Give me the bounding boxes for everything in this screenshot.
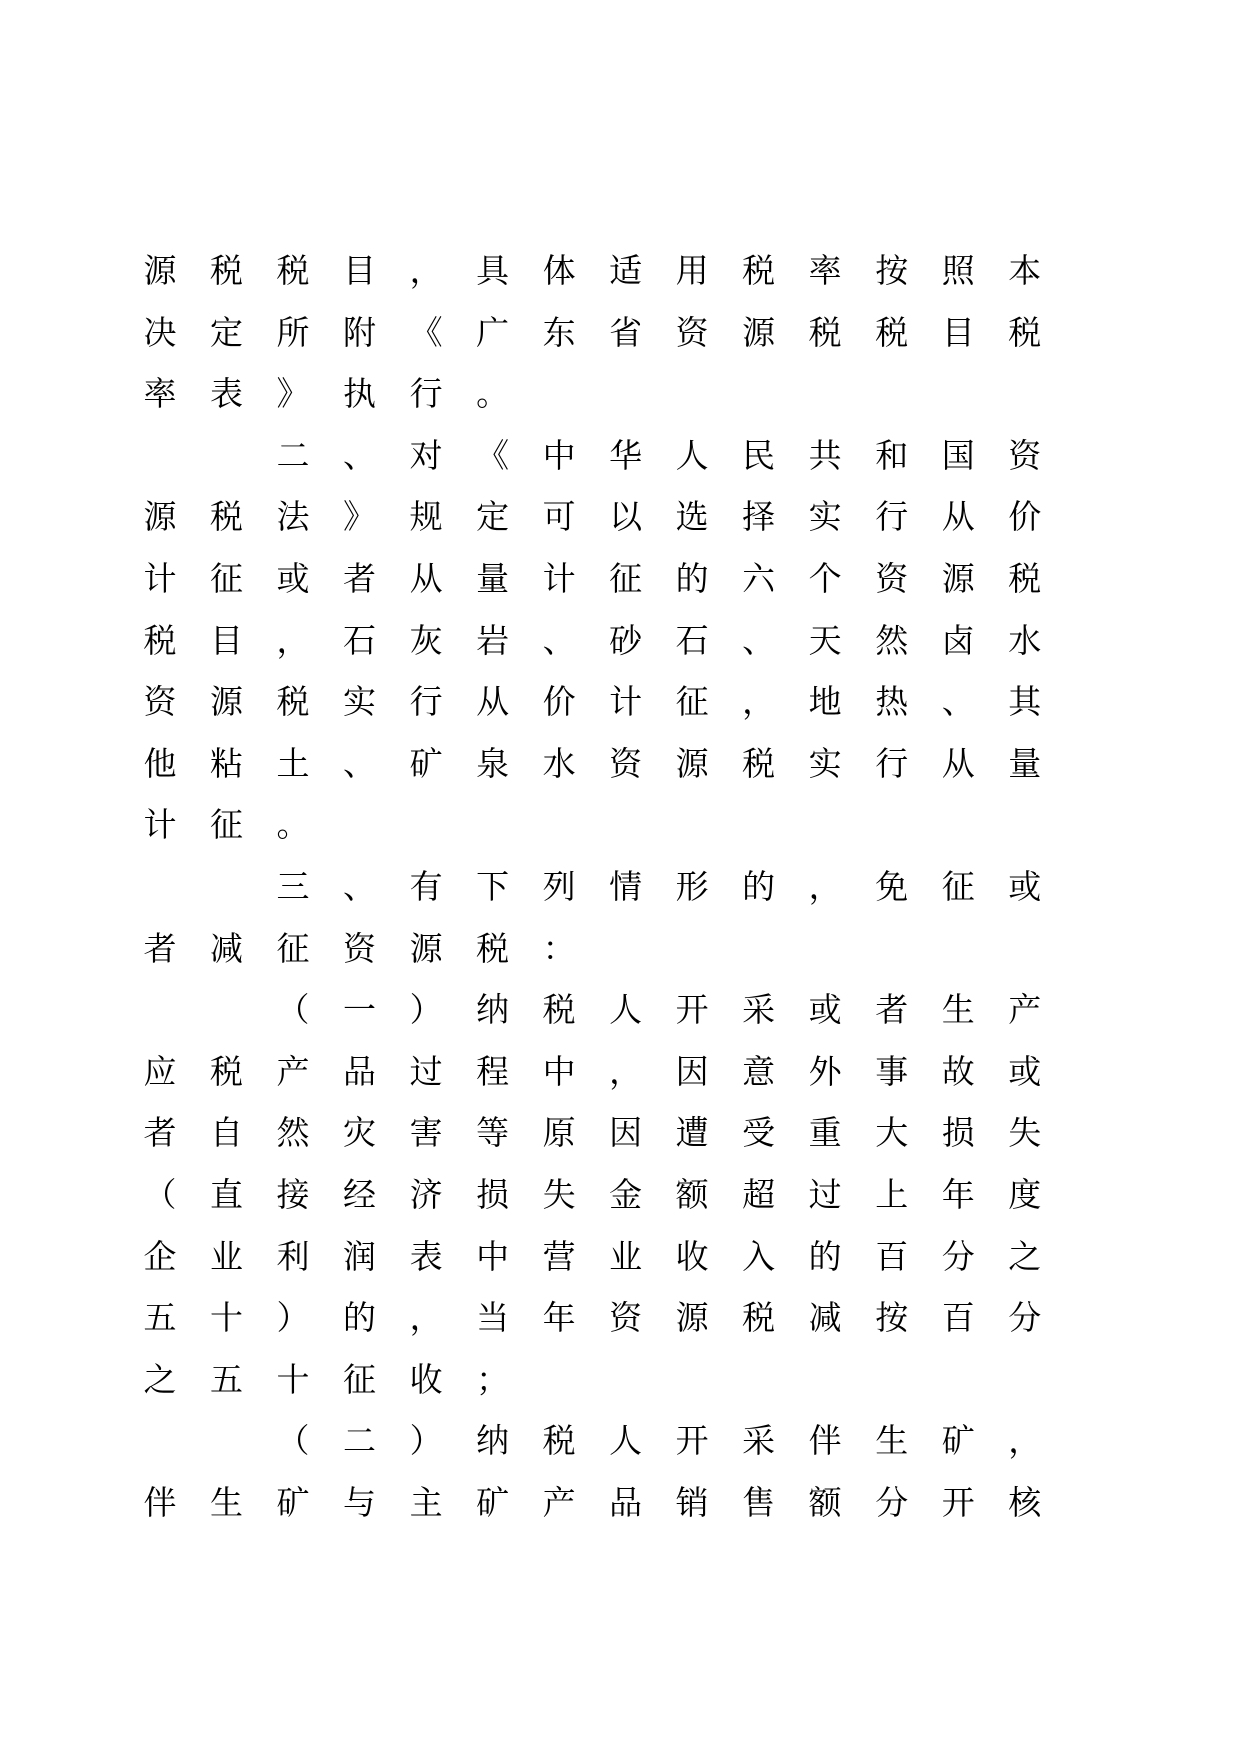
text-char: ， — [409, 251, 443, 290]
text-char: 度 — [1008, 1174, 1042, 1214]
text-char: 法 — [276, 497, 310, 537]
text-char: 其 — [1008, 682, 1042, 722]
text-char: 损 — [476, 1174, 510, 1214]
text-char: 遭 — [675, 1113, 709, 1153]
text-char: 税 — [542, 1421, 576, 1461]
text-char: 税 — [276, 251, 310, 290]
text-char: 征 — [609, 558, 643, 598]
text-char: 资 — [875, 558, 909, 598]
text-char: 伴 — [808, 1421, 842, 1461]
text-char: 金 — [609, 1174, 643, 1214]
text-char: 国 — [941, 435, 975, 475]
text-char: 过 — [409, 1051, 443, 1091]
text-char: ） — [409, 1421, 443, 1461]
text-char: 税 — [1008, 558, 1042, 598]
text-char: 石 — [675, 620, 709, 660]
text-char: 征 — [343, 1359, 377, 1399]
text-char: 之 — [143, 1359, 177, 1399]
text-char: 、 — [343, 435, 377, 475]
text-char: 本 — [1008, 251, 1042, 290]
text-char: 过 — [808, 1174, 842, 1214]
text-char: 量 — [1008, 743, 1042, 783]
text-char: 外 — [808, 1051, 842, 1091]
text-char: 规 — [409, 497, 443, 537]
text-char: 和 — [875, 435, 909, 475]
text-char: 收 — [409, 1359, 443, 1399]
text-char: 十 — [210, 1298, 244, 1338]
text-char: 热 — [875, 682, 909, 722]
text-char: 人 — [609, 990, 643, 1030]
text-char: 省 — [609, 312, 643, 352]
text-char: 销 — [675, 1482, 709, 1522]
text-char: 石 — [343, 620, 377, 660]
text-char: 表 — [210, 374, 244, 414]
text-char: 税 — [210, 251, 244, 290]
text-char: 按 — [875, 251, 909, 290]
text-char: 计 — [143, 558, 177, 598]
text-char: 附 — [343, 312, 377, 352]
text-char: 、 — [742, 620, 776, 660]
text-char: 灾 — [343, 1113, 377, 1153]
text-char: 列 — [542, 866, 576, 906]
text-line — [158, 856, 1058, 918]
text-char: 原 — [542, 1113, 576, 1153]
text-char: 源 — [742, 312, 776, 352]
text-char: 采 — [742, 1421, 776, 1461]
text-char: 用 — [675, 251, 709, 290]
text-line — [143, 918, 1058, 980]
text-char: 企 — [143, 1236, 177, 1276]
text-char: 计 — [143, 805, 177, 845]
text-char: 的 — [808, 1236, 842, 1276]
body-text — [143, 240, 1058, 1533]
text-char: 、 — [941, 682, 975, 722]
text-char: 行 — [409, 682, 443, 722]
text-char: 利 — [276, 1236, 310, 1276]
text-char: 税 — [1008, 312, 1042, 352]
text-char: 税 — [875, 312, 909, 352]
text-char: 五 — [210, 1359, 244, 1399]
text-line — [143, 1164, 1058, 1226]
text-char: 二 — [343, 1421, 377, 1461]
text-char: 直 — [210, 1174, 244, 1214]
text-char: 从 — [941, 743, 975, 783]
text-char: 额 — [675, 1174, 709, 1214]
text-char: 《 — [409, 312, 443, 352]
text-char: 等 — [476, 1113, 510, 1153]
text-line — [143, 671, 1058, 733]
text-char: 决 — [143, 312, 177, 352]
text-char: 税 — [143, 620, 177, 660]
text-char: 水 — [542, 743, 576, 783]
text-char: 业 — [210, 1236, 244, 1276]
text-char: 计 — [609, 682, 643, 722]
text-char: 税 — [742, 251, 776, 290]
text-char: 土 — [276, 743, 310, 783]
text-char: 害 — [409, 1113, 443, 1153]
text-char: 择 — [742, 497, 776, 537]
text-char: 资 — [343, 928, 377, 968]
text-char: （ — [276, 1421, 310, 1461]
text-line — [143, 486, 1058, 548]
text-char: 《 — [476, 435, 510, 475]
text-char: 者 — [143, 928, 177, 968]
text-char: 减 — [210, 928, 244, 968]
text-char: 》 — [276, 374, 310, 414]
text-char: 价 — [1008, 497, 1042, 537]
text-char: 税 — [742, 743, 776, 783]
text-char: 广 — [476, 312, 510, 352]
text-char: 征 — [210, 558, 244, 598]
text-char: 行 — [875, 497, 909, 537]
text-char: 矿 — [276, 1482, 310, 1522]
text-char: 的 — [675, 558, 709, 598]
text-char: 伴 — [143, 1482, 177, 1522]
text-char: 征 — [210, 805, 244, 845]
text-char: 情 — [609, 866, 643, 906]
text-char: 或 — [1008, 1051, 1042, 1091]
text-char: ， — [808, 866, 842, 906]
text-line — [143, 240, 1058, 302]
text-char: 从 — [409, 558, 443, 598]
text-char: 目 — [343, 251, 377, 290]
text-char: 应 — [143, 1051, 177, 1091]
text-char: ： — [542, 928, 576, 968]
text-line — [158, 979, 1058, 1041]
text-char: 执 — [343, 374, 377, 414]
text-char: 大 — [875, 1113, 909, 1153]
text-char: 行 — [409, 374, 443, 414]
text-char: 者 — [875, 990, 909, 1030]
text-char: 故 — [941, 1051, 975, 1091]
text-char: 意 — [742, 1051, 776, 1091]
text-char: ， — [609, 1051, 643, 1091]
text-char: 可 — [542, 497, 576, 537]
text-char: 然 — [276, 1113, 310, 1153]
text-char: 润 — [343, 1236, 377, 1276]
text-char: 接 — [276, 1174, 310, 1214]
text-char: 免 — [875, 866, 909, 906]
text-char: （ — [276, 990, 310, 1030]
text-char: 五 — [143, 1298, 177, 1338]
text-char: 率 — [143, 374, 177, 414]
text-char: 失 — [1008, 1113, 1042, 1153]
text-char: 一 — [343, 990, 377, 1030]
text-char: （ — [143, 1174, 177, 1214]
text-char: 当 — [476, 1298, 510, 1338]
text-char: 税 — [808, 312, 842, 352]
text-char: 程 — [476, 1051, 510, 1091]
text-char: 失 — [542, 1174, 576, 1214]
text-char: 的 — [742, 866, 776, 906]
text-char: 生 — [941, 990, 975, 1030]
text-line — [143, 1472, 1058, 1534]
text-char: 税 — [210, 1051, 244, 1091]
text-line — [158, 425, 1058, 487]
text-char: 者 — [143, 1113, 177, 1153]
text-char: 定 — [476, 497, 510, 537]
text-char: 中 — [476, 1236, 510, 1276]
text-line — [143, 733, 1058, 795]
text-char: 源 — [143, 497, 177, 537]
text-char: 地 — [808, 682, 842, 722]
text-char: 人 — [609, 1421, 643, 1461]
text-char: ， — [742, 682, 776, 722]
text-char: 资 — [609, 743, 643, 783]
text-char: 对 — [409, 435, 443, 475]
text-char: 具 — [476, 251, 510, 290]
text-char: 水 — [1008, 620, 1042, 660]
text-char: 开 — [675, 990, 709, 1030]
text-char: 、 — [542, 620, 576, 660]
text-char: 与 — [343, 1482, 377, 1522]
text-char: 税 — [542, 990, 576, 1030]
text-char: 分 — [1008, 1298, 1042, 1338]
text-char: 额 — [808, 1482, 842, 1522]
text-char: 重 — [808, 1113, 842, 1153]
text-char: 百 — [941, 1298, 975, 1338]
text-char: 泉 — [476, 743, 510, 783]
text-char: 纳 — [476, 1421, 510, 1461]
text-char: 人 — [675, 435, 709, 475]
text-char: 开 — [675, 1421, 709, 1461]
text-line — [143, 610, 1058, 672]
text-char: 价 — [542, 682, 576, 722]
text-char: 他 — [143, 743, 177, 783]
text-line — [143, 1349, 1058, 1411]
text-char: 产 — [276, 1051, 310, 1091]
text-line — [143, 302, 1058, 364]
text-char: 分 — [941, 1236, 975, 1276]
text-char: 资 — [609, 1298, 643, 1338]
text-char: 源 — [409, 928, 443, 968]
text-char: 税 — [476, 928, 510, 968]
text-char: 灰 — [409, 620, 443, 660]
text-char: 品 — [343, 1051, 377, 1091]
text-char: 二 — [276, 435, 310, 475]
text-char: ， — [409, 1298, 443, 1338]
text-char: 从 — [476, 682, 510, 722]
text-char: 所 — [276, 312, 310, 352]
text-char: 。 — [476, 374, 510, 414]
text-char: 民 — [742, 435, 776, 475]
text-char: 损 — [941, 1113, 975, 1153]
text-line — [158, 1410, 1058, 1472]
text-char: 济 — [409, 1174, 443, 1214]
text-char: 年 — [542, 1298, 576, 1338]
text-char: 行 — [875, 743, 909, 783]
text-char: 征 — [941, 866, 975, 906]
text-char: 或 — [808, 990, 842, 1030]
text-char: 实 — [808, 743, 842, 783]
text-char: 华 — [609, 435, 643, 475]
text-char: 源 — [675, 743, 709, 783]
text-char: ） — [409, 990, 443, 1030]
text-char: ） — [276, 1298, 310, 1338]
text-char: 率 — [808, 251, 842, 290]
text-char: 粘 — [210, 743, 244, 783]
text-char: 源 — [941, 558, 975, 598]
text-char: 营 — [542, 1236, 576, 1276]
text-char: 品 — [609, 1482, 643, 1522]
text-char: 或 — [276, 558, 310, 598]
text-char: 有 — [409, 866, 443, 906]
text-char: 定 — [210, 312, 244, 352]
text-char: 矿 — [476, 1482, 510, 1522]
text-char: 源 — [675, 1298, 709, 1338]
text-char: 照 — [941, 251, 975, 290]
text-line — [143, 548, 1058, 610]
text-char: 计 — [542, 558, 576, 598]
text-char: 核 — [1008, 1482, 1042, 1522]
text-char: 者 — [343, 558, 377, 598]
text-line — [143, 1226, 1058, 1288]
text-char: 天 — [808, 620, 842, 660]
text-line — [143, 363, 1058, 425]
text-char: 、 — [343, 743, 377, 783]
text-char: 自 — [210, 1113, 244, 1153]
text-char: 表 — [409, 1236, 443, 1276]
text-char: 事 — [875, 1051, 909, 1091]
text-char: 适 — [609, 251, 643, 290]
text-char: 形 — [675, 866, 709, 906]
text-char: 源 — [210, 682, 244, 722]
text-char: 十 — [276, 1359, 310, 1399]
text-char: 卤 — [941, 620, 975, 660]
text-char: 经 — [343, 1174, 377, 1214]
text-char: ， — [1008, 1421, 1042, 1461]
text-char: 的 — [343, 1298, 377, 1338]
text-char: 税 — [742, 1298, 776, 1338]
text-char: 征 — [276, 928, 310, 968]
text-char: 售 — [742, 1482, 776, 1522]
text-char: 减 — [808, 1298, 842, 1338]
text-char: 目 — [210, 620, 244, 660]
text-char: 因 — [675, 1051, 709, 1091]
text-char: 实 — [808, 497, 842, 537]
text-char: 三 — [276, 866, 310, 906]
text-char: 源 — [143, 251, 177, 290]
text-char: 、 — [343, 866, 377, 906]
text-char: 税 — [210, 497, 244, 537]
text-char: ， — [276, 620, 310, 660]
text-char: 资 — [675, 312, 709, 352]
text-char: 之 — [1008, 1236, 1042, 1276]
text-char: 年 — [941, 1174, 975, 1214]
text-char: 选 — [675, 497, 709, 537]
text-char: 主 — [409, 1482, 443, 1522]
text-char: 纳 — [476, 990, 510, 1030]
text-char: 中 — [542, 1051, 576, 1091]
text-char: 共 — [808, 435, 842, 475]
text-char: 采 — [742, 990, 776, 1030]
text-line — [143, 1287, 1058, 1349]
text-char: 东 — [542, 312, 576, 352]
text-char: 因 — [609, 1113, 643, 1153]
text-char: 受 — [742, 1113, 776, 1153]
text-char: 然 — [875, 620, 909, 660]
text-char: 或 — [1008, 866, 1042, 906]
text-char: ； — [476, 1359, 510, 1399]
text-char: 量 — [476, 558, 510, 598]
text-char: 生 — [210, 1482, 244, 1522]
text-char: 产 — [542, 1482, 576, 1522]
text-char: 资 — [1008, 435, 1042, 475]
text-char: 以 — [609, 497, 643, 537]
text-char: 个 — [808, 558, 842, 598]
text-char: 砂 — [609, 620, 643, 660]
text-line — [143, 1041, 1058, 1103]
text-char: 从 — [941, 497, 975, 537]
text-char: 收 — [675, 1236, 709, 1276]
text-char: 超 — [742, 1174, 776, 1214]
text-char: 上 — [875, 1174, 909, 1214]
text-char: 入 — [742, 1236, 776, 1276]
text-line — [143, 794, 1058, 856]
text-char: 。 — [276, 805, 310, 845]
text-char: 资 — [143, 682, 177, 722]
text-char: 百 — [875, 1236, 909, 1276]
text-char: 分 — [875, 1482, 909, 1522]
text-char: 下 — [476, 866, 510, 906]
text-line — [143, 1102, 1058, 1164]
text-char: 岩 — [476, 620, 510, 660]
text-char: 征 — [675, 682, 709, 722]
text-char: 生 — [875, 1421, 909, 1461]
text-char: 开 — [941, 1482, 975, 1522]
text-char: 中 — [542, 435, 576, 475]
text-char: 实 — [343, 682, 377, 722]
text-char: 六 — [742, 558, 776, 598]
text-char: 》 — [343, 497, 377, 537]
text-char: 税 — [276, 682, 310, 722]
text-char: 矿 — [941, 1421, 975, 1461]
text-char: 体 — [542, 251, 576, 290]
text-char: 业 — [609, 1236, 643, 1276]
text-char: 产 — [1008, 990, 1042, 1030]
text-char: 按 — [875, 1298, 909, 1338]
text-char: 目 — [941, 312, 975, 352]
text-char: 矿 — [409, 743, 443, 783]
